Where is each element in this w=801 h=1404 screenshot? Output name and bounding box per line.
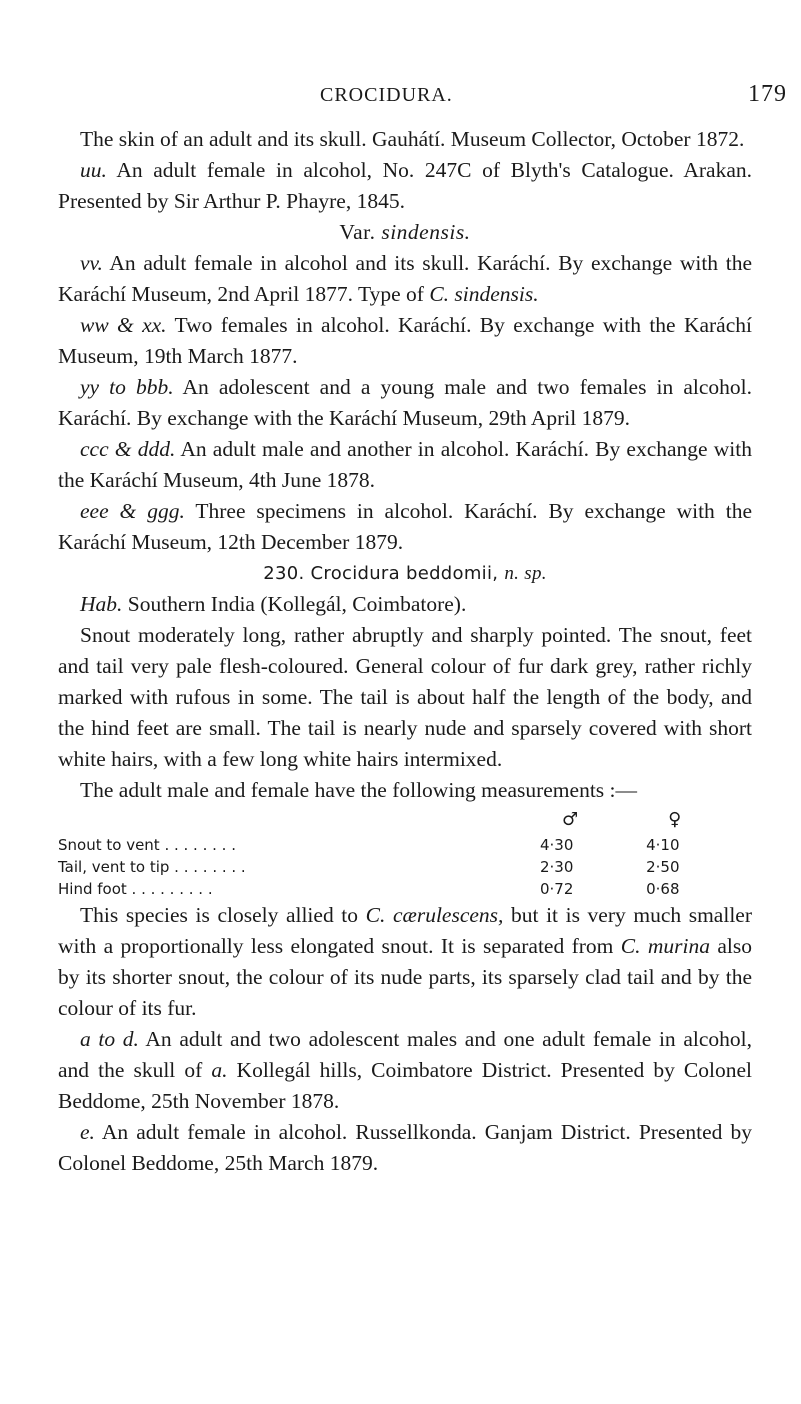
- paragraph-skin: The skin of an adult and its skull. Gauhátí. Museum Collector, October 1872.: [80, 127, 745, 151]
- female-value: 4·10: [646, 836, 680, 854]
- table-row: [58, 834, 752, 856]
- comparison-species: C. murina: [620, 934, 710, 958]
- entry-lead: yy to bbb.: [80, 375, 174, 399]
- measurements-symbol-row: [58, 806, 752, 834]
- measure-label: Snout to vent . . . . . . . .: [58, 836, 236, 854]
- species-name: Crocidura beddomii,: [310, 563, 499, 584]
- comparison-text: This species is closely allied to: [80, 903, 366, 927]
- entry-text: An adult and two adolescent males and one adult female in alcohol, and the skull of: [58, 1027, 752, 1082]
- entry-vv: [58, 248, 752, 310]
- comparison-species: C. cærulescens,: [365, 903, 504, 927]
- entry-lead: eee & ggg.: [80, 499, 185, 523]
- male-value: 2·30: [540, 858, 574, 876]
- male-symbol: ♂: [562, 809, 579, 830]
- entry-text: An adolescent and a young male and two females in alcohol. Karáchí. By exchange with the Karáchí Museum, 29th April 1879.: [58, 375, 753, 430]
- entry-a-d: [58, 1024, 752, 1117]
- entry-lead: ww & xx.: [80, 313, 167, 337]
- habitat-text: Southern India (Kollegál, Coimbatore).: [122, 592, 467, 616]
- entry-yy-bbb: [58, 372, 752, 434]
- table-row: [58, 856, 752, 878]
- entry-lead: uu.: [80, 158, 107, 182]
- measurements-intro: The adult male and female have the following measurements :—: [80, 778, 638, 802]
- description-paragraph: Snout moderately long, rather abruptly and sharply pointed. The snout, feet and tail very pale flesh-coloured. General colour of fur dark grey, rather richly marked with rufous in some. The tail is about half the length of the body, and the hind feet are small. The tail is nearly nude and sparsely covered with short white hairs, with a few long white hairs intermixed.: [58, 623, 752, 771]
- female-value: 2·50: [646, 858, 680, 876]
- variety-prefix: Var.: [339, 220, 382, 244]
- species-heading: [58, 558, 752, 589]
- table-row: [58, 878, 752, 900]
- page-number: 179: [748, 81, 787, 107]
- habitat-label: Hab.: [80, 592, 123, 616]
- entry-text: An adult female in alcohol, No. 247C of Blyth's Catalogue. Arakan. Presented by Sir Arthur P. Phayre, 1845.: [58, 158, 752, 213]
- species-status: n. sp.: [504, 563, 547, 584]
- variety-heading: [58, 217, 752, 248]
- habitat-line: [58, 589, 752, 620]
- measure-label: Hind foot . . . . . . . . .: [58, 880, 213, 898]
- entry-em: a.: [211, 1058, 228, 1082]
- species-number: 230.: [263, 563, 305, 584]
- entry-lead: ccc & ddd.: [80, 437, 176, 461]
- entry-ww-xx: [58, 310, 752, 372]
- measurements-table: [58, 806, 752, 900]
- entry-uu: [58, 155, 752, 217]
- male-value: 4·30: [540, 836, 574, 854]
- male-value: 0·72: [540, 880, 574, 898]
- female-value: 0·68: [646, 880, 680, 898]
- entry-em: C. sindensis.: [429, 282, 539, 306]
- entry-ccc-ddd: [58, 434, 752, 496]
- entry-lead: e.: [80, 1120, 95, 1144]
- comparison-text: also by its shorter snout, the colour of its nude parts, its sparsely clad tail and by the colour of its fur.: [58, 934, 752, 1020]
- entry-eee-ggg: [58, 496, 752, 558]
- entry-text: Three specimens in alcohol. Karáchí. By exchange with the Karáchí Museum, 12th December 1879.: [58, 499, 752, 554]
- entry-tail: Kollegál hills, Coimbatore District. Presented by Colonel Beddome, 25th November 1878.: [58, 1058, 752, 1113]
- entry-lead: vv.: [80, 251, 103, 275]
- entry-text: An adult female in alcohol and its skull. Karáchí. By exchange with the Karáchí Museum, 2nd April 1877. Type of: [58, 251, 752, 306]
- entry-e: [58, 1117, 752, 1179]
- entry-text: An adult male and another in alcohol. Karáchí. By exchange with the Karáchí Museum, 4th June 1878.: [58, 437, 752, 492]
- comparison-paragraph: [58, 900, 752, 1024]
- female-symbol: ♀: [668, 809, 682, 830]
- variety-name: sindensis.: [381, 220, 471, 244]
- comparison-text: but it is very much smaller with a proportionally less elongated snout. It is separated from: [58, 903, 753, 958]
- body-text: [58, 124, 752, 1179]
- measure-label: Tail, vent to tip . . . . . . . .: [58, 858, 246, 876]
- entry-text: An adult female in alcohol. Russellkonda. Ganjam District. Presented by Colonel Beddome, 25th March 1879.: [58, 1120, 752, 1175]
- running-title: CROCIDURA.: [320, 84, 453, 106]
- entry-text: Two females in alcohol. Karáchí. By exchange with the Karáchí Museum, 19th March 1877.: [58, 313, 752, 368]
- entry-lead: a to d.: [80, 1027, 139, 1051]
